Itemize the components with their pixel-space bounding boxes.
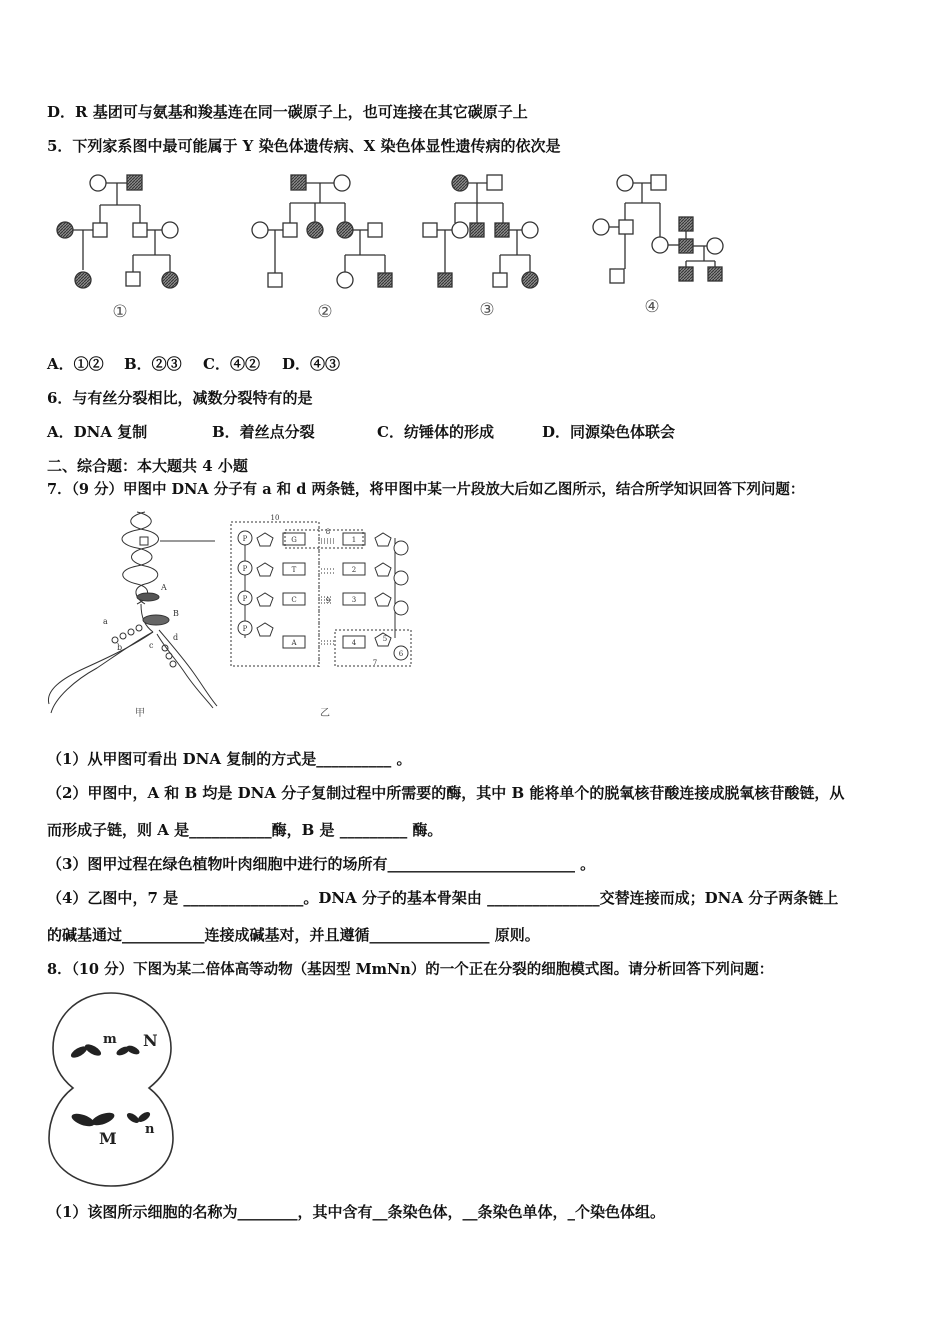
gene-label-m-lower: m — [103, 1032, 117, 1047]
q6-options — [47, 422, 675, 442]
yi-number-10: 10 — [270, 514, 280, 522]
q7-sub2-line2: 而形成子链，则 A 是___________酶，B 是 _________ 酶。 — [47, 821, 443, 839]
q7-sub1: （1）从甲图可看出 DNA 复制的方式是__________ 。 — [47, 750, 412, 768]
q8-stem: 8．（10 分）下图为某二倍体高等动物（基因型 MmNn）的一个正在分裂的细胞模式图。请分析回答下列问题： — [47, 961, 774, 978]
pedigree-1 — [57, 175, 178, 288]
q7-stem: 7．（9 分）甲图中 DNA 分子有 a 和 d 两条链，将甲图中某一片段放大后如乙图所示，结合所学知识回答下列问题： — [47, 481, 805, 498]
section2-title: 二、综合题：本大题共 4 小题 — [47, 457, 248, 475]
fig-jia — [48, 512, 217, 713]
q6-option-a[interactable]: A．DNA 复制 — [47, 423, 148, 441]
q7-sub3: （3）图甲过程在绿色植物叶肉细胞中进行的场所有_________________________ 。 — [47, 855, 596, 873]
q5-stem: 5．下列家系图中最可能属于 Y 染色体遗传病、X 染色体显性遗传病的依次是 — [47, 137, 561, 155]
yi-base-left-1: G — [291, 536, 297, 544]
pedigree-label-2: ② — [317, 302, 333, 322]
q7-sub4-line2: 的碱基通过___________连接成碱基对，并且遵循________________ 原则。 — [47, 926, 540, 944]
pedigree-3 — [423, 175, 538, 288]
q5-option-a[interactable]: A．①② — [47, 355, 104, 373]
pedigree-label-1: ① — [112, 302, 128, 322]
jia-label-b-upper: B — [173, 609, 179, 618]
dividing-cell-figure — [45, 990, 180, 1190]
yi-phosphate-3: P — [242, 595, 248, 603]
q6-option-d[interactable]: D．同源染色体联会 — [542, 423, 676, 441]
jia-label-c: c — [149, 641, 154, 650]
q4-option-d: D．R 基团可与氨基和羧基连在同一碳原子上，也可连接在其它碳原子上 — [47, 103, 528, 121]
jia-label-a: a — [103, 617, 108, 626]
fig-yi — [231, 522, 411, 668]
yi-base-left-2: T — [291, 566, 297, 574]
q5-options — [47, 354, 340, 374]
yi-base-right-4: 4 — [351, 639, 357, 647]
yi-number-9: 9 — [325, 597, 331, 605]
yi-base-left-4: A — [291, 639, 297, 647]
fig-jia-caption: 甲 — [135, 708, 145, 719]
jia-label-b: b — [117, 643, 123, 652]
q7-sub4-line1: （4）乙图中，7 是 ________________。DNA 分子的基本骨架由 _______________交替连接而成；DNA 分子两条链上 — [47, 889, 839, 907]
q5-option-c[interactable]: C．④② — [203, 355, 260, 373]
q5-option-d[interactable]: D．④③ — [282, 355, 341, 373]
pedigree-2 — [252, 175, 392, 288]
pedigree-label-3: ③ — [479, 300, 495, 320]
pedigree-label-4: ④ — [644, 297, 660, 317]
yi-number-5: 5 — [382, 635, 388, 643]
gene-label-m-upper: M — [99, 1129, 117, 1148]
q7-sub2-line1: （2）甲图中，A 和 B 均是 DNA 分子复制过程中所需要的酶，其中 B 能将单个的脱氧核苷酸连接成脱氧核苷酸链，从 — [47, 784, 845, 802]
q6-stem: 6．与有丝分裂相比，减数分裂特有的是 — [47, 389, 313, 407]
jia-label-d: d — [173, 633, 179, 642]
yi-phosphate-1: P — [242, 535, 248, 543]
q8-sub1: （1）该图所示细胞的名称为________，其中含有__条染色体，__条染色单体，_个染色体组。 — [47, 1203, 665, 1221]
fig-yi-caption: 乙 — [320, 708, 330, 719]
yi-phosphate-2: P — [242, 565, 248, 573]
pedigree-4 — [593, 175, 723, 283]
gene-label-n-lower: n — [145, 1122, 155, 1137]
yi-number-8: 8 — [325, 528, 331, 536]
yi-number-7: 7 — [372, 659, 378, 667]
q6-option-c[interactable]: C．纺锤体的形成 — [377, 423, 494, 441]
jia-label-a-upper: A — [161, 583, 167, 592]
yi-base-right-3: 3 — [351, 596, 357, 604]
yi-base-right-1: 1 — [351, 536, 357, 544]
gene-label-n-upper: N — [143, 1031, 158, 1050]
dna-replication-figure — [45, 508, 425, 723]
yi-number-6: 6 — [398, 650, 404, 658]
q6-option-b[interactable]: B．着丝点分裂 — [212, 423, 315, 441]
yi-base-right-2: 2 — [351, 566, 357, 574]
pedigree-figure — [45, 165, 745, 325]
q5-option-b[interactable]: B．②③ — [124, 355, 182, 373]
yi-phosphate-4: P — [242, 625, 248, 633]
yi-base-left-3: C — [291, 596, 297, 604]
